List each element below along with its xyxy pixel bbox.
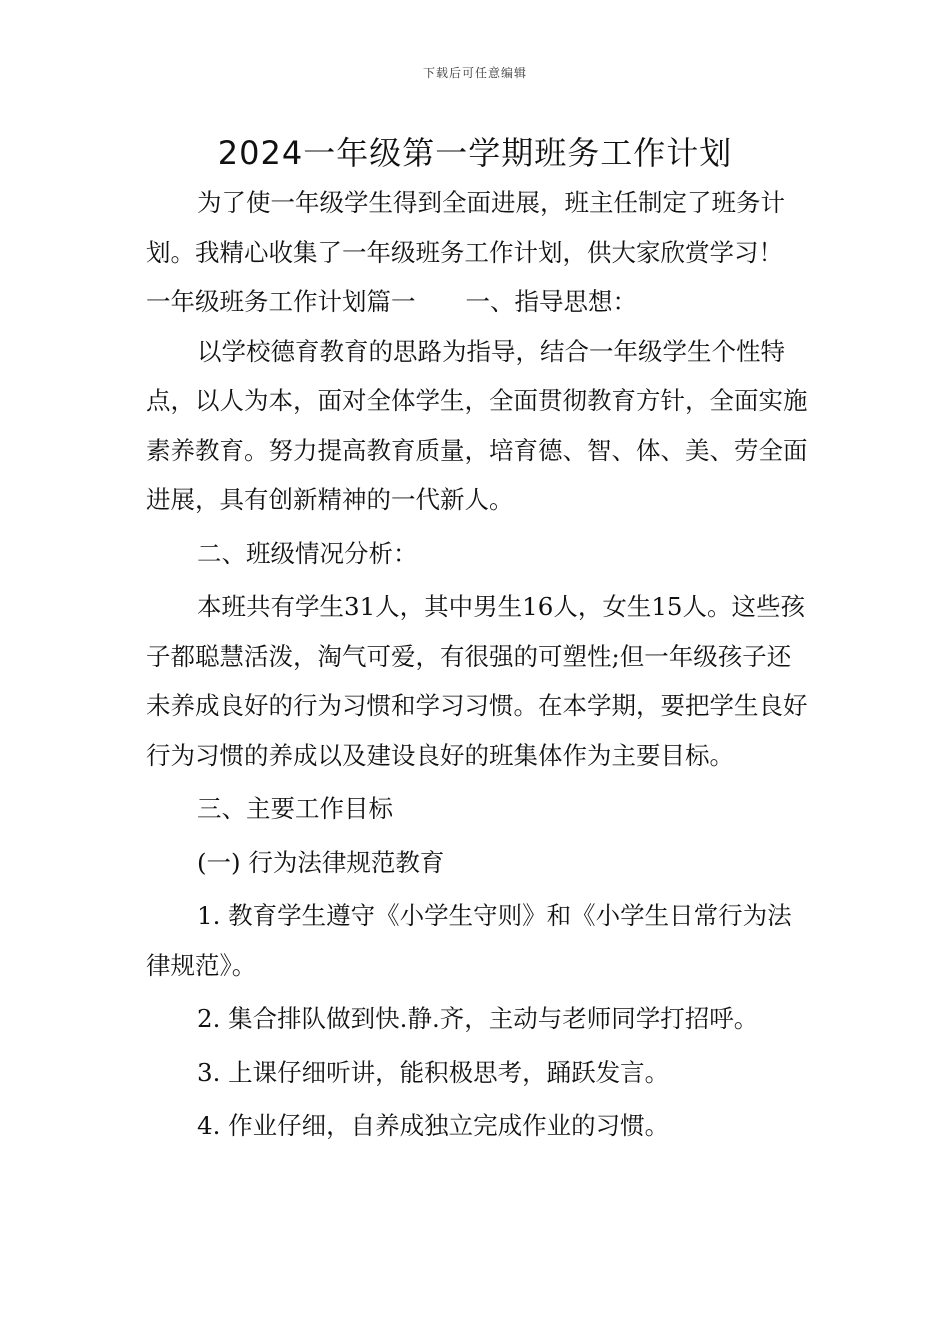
class-analysis-heading: 二、班级情况分析： — [197, 538, 418, 568]
list-item: 3. 上课仔细听讲，能积极思考，踊跃发言。 — [197, 1057, 670, 1087]
sub-heading: (一) 行为法律规范教育 — [197, 847, 445, 877]
list-item: 4. 作业仔细，自养成独立完成作业的习惯。 — [197, 1111, 670, 1140]
guiding-paragraph: 以学校德育教育的思路为指导，结合一年级学生个性特点，以人为本，面对全体学生，全面贯彻教育方针，全面实施素养教育。努力提高教育质量，培育德、智、体、美、劳全面进展，具有创新精神的一代新人。 — [146, 336, 808, 514]
section-heading-left: 一年级班务工作计划篇一 — [146, 287, 416, 316]
list-item: 2. 集合排队做到快.静.齐，主动与老师同学打招呼。 — [197, 1004, 759, 1033]
section-heading-row — [146, 277, 810, 327]
list-item: 1. 教育学生遵守《小学生守则》和《小学生日常行为法律规范》。 — [146, 901, 792, 980]
document-title: 2024一年级第一学期班务工作计划 — [217, 134, 733, 172]
intro-paragraph: 为了使一年级学生得到全面进展，班主任制定了班务计划。我精心收集了一年级班务工作计划，供大家欣赏学习！ — [146, 188, 785, 267]
goals-heading: 三、主要工作目标 — [197, 794, 393, 823]
header-note: 下载后可任意编辑 — [422, 66, 527, 80]
document-body — [146, 178, 810, 1151]
section-heading-right: 一、指导思想： — [465, 287, 637, 316]
class-analysis-paragraph: 本班共有学生31人，其中男生16人，女生15人。这些孩子都聪慧活泼，淘气可爱，有很强的可塑性;但一年级孩子还未养成良好的行为习惯和学习习惯。在本学期，要把学生良好行为习惯的养成以及建设良好的班集体作为主要目标。 — [146, 592, 808, 770]
